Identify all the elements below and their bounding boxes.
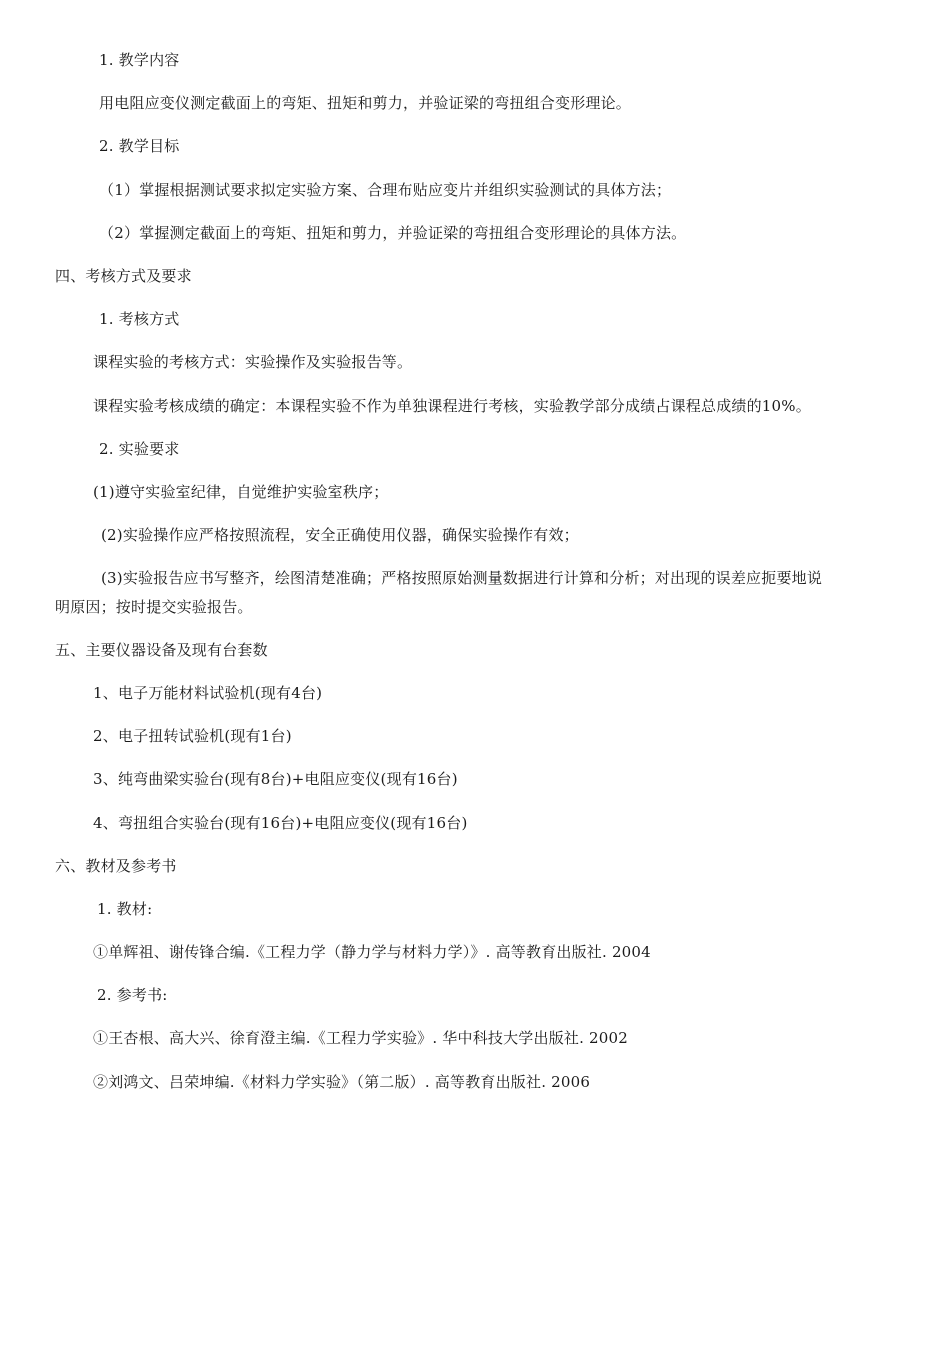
reference-entry: ①王杏根、高大兴、徐育澄主编.《工程力学实验》. 华中科技大学出版社. 2002 <box>93 1029 629 1047</box>
requirement-1: (1)遵守实验室纪律，自觉维护实验室秩序； <box>93 483 389 501</box>
teaching-goals-heading: 2. 教学目标 <box>99 137 180 155</box>
teaching-content-text: 用电阻应变仪测定截面上的弯矩、扭矩和剪力，并验证梁的弯扭组合变形理论。 <box>99 94 632 112</box>
textbook-heading: 1. 教材: <box>97 900 153 918</box>
equipment-item: 2、电子扭转试验机(现有1台) <box>93 727 292 745</box>
section-title-assessment: 四、考核方式及要求 <box>55 267 192 285</box>
assessment-grade-text: 课程实验考核成绩的确定：本课程实验不作为单独课程进行考核，实验教学部分成绩占课程总成绩的10%。 <box>93 397 811 415</box>
textbook-entry: ①单辉祖、谢传锋合编.《工程力学（静力学与材料力学）》. 高等教育出版社. 2004 <box>93 943 651 961</box>
requirement-2: (2)实验操作应严格按照流程，安全正确使用仪器，确保实验操作有效； <box>101 526 579 544</box>
assessment-method-heading: 1. 考核方式 <box>99 310 180 328</box>
requirement-3-line-1: (3)实验报告应书写整齐，绘图清楚准确；严格按照原始测量数据进行计算和分析；对出现的误差应扼要地说 <box>101 569 823 587</box>
assessment-method-text: 课程实验的考核方式：实验操作及实验报告等。 <box>93 353 413 371</box>
teaching-content-heading: 1. 教学内容 <box>99 51 180 69</box>
teaching-goal-2: （2）掌握测定截面上的弯矩、扭矩和剪力，并验证梁的弯扭组合变形理论的具体方法。 <box>99 224 687 242</box>
section-title-equipment: 五、主要仪器设备及现有台套数 <box>55 641 268 659</box>
equipment-item: 1、电子万能材料试验机(现有4台) <box>93 684 323 702</box>
requirements-heading: 2. 实验要求 <box>99 440 180 458</box>
section-title-books: 六、教材及参考书 <box>55 857 177 875</box>
equipment-item: 3、纯弯曲梁实验台(现有8台)+电阻应变仪(现有16台) <box>93 770 458 788</box>
reference-entry: ②刘鸿文、吕荣坤编.《材料力学实验》（第二版）. 高等教育出版社. 2006 <box>93 1073 591 1091</box>
reference-heading: 2. 参考书: <box>97 986 168 1004</box>
requirement-3-line-2: 明原因；按时提交实验报告。 <box>55 598 253 616</box>
teaching-goal-1: （1）掌握根据测试要求拟定实验方案、合理布贴应变片并组织实验测试的具体方法； <box>99 181 672 199</box>
equipment-item: 4、弯扭组合实验台(现有16台)+电阻应变仪(现有16台) <box>93 814 468 832</box>
